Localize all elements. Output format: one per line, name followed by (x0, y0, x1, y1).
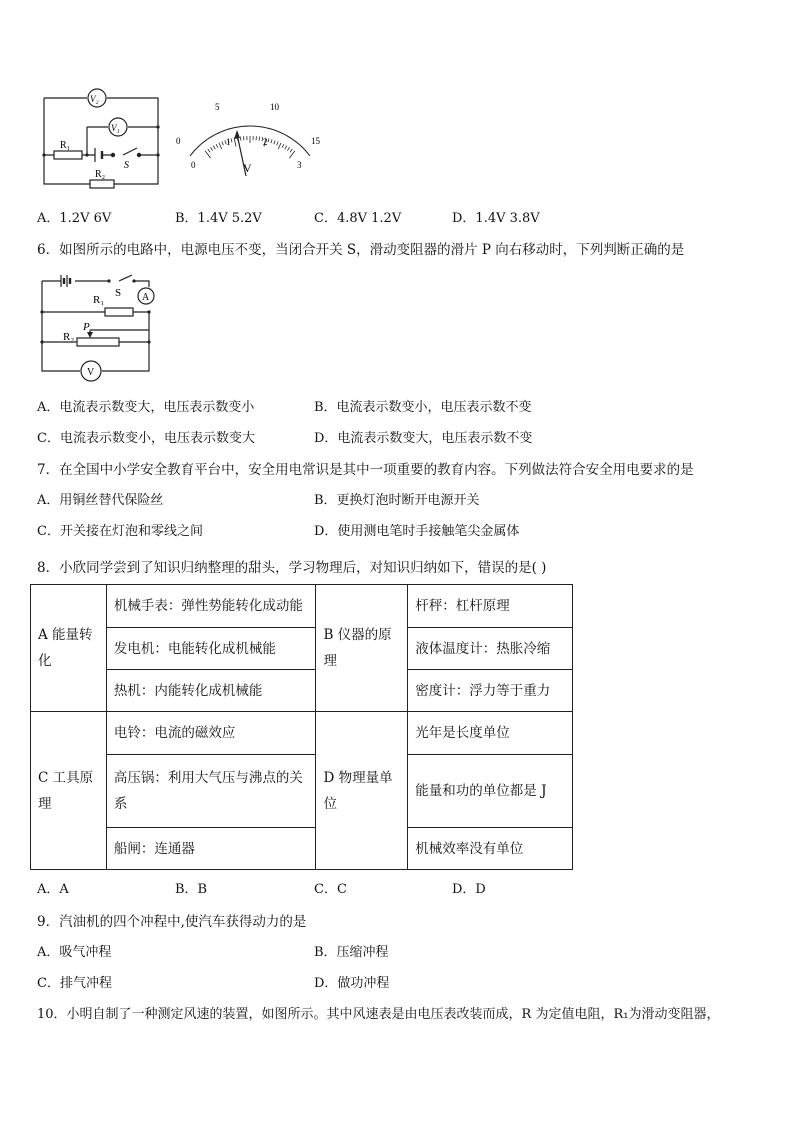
q7-option-a[interactable]: A．用铜丝替代保险丝 (37, 493, 164, 508)
dial-tick (278, 143, 281, 149)
q6-option-d[interactable]: D．电流表示数变大，电压表示数不变 (314, 431, 533, 446)
cell-b-head: B 仪器的原理 (316, 585, 408, 712)
dial-tick (287, 147, 289, 150)
dial-tick (290, 149, 292, 152)
q6-option-c[interactable]: C．电流表示数变小，电压表示数变大 (37, 431, 255, 446)
q6-p-label: P (83, 321, 90, 333)
cell-c-row-2: 高压锅：利用大气压与沸点的关系 (106, 755, 316, 828)
q6-option-a[interactable]: A．电流表示数变大，电压表示数变小 (37, 400, 255, 415)
q6-circuit-diagram (37, 270, 162, 382)
dial-tick (216, 144, 218, 148)
dial-tick (282, 144, 284, 148)
scale-top-15: 15 (311, 136, 320, 146)
q7-option-c[interactable]: C．开关接在灯泡和零线之间 (37, 524, 203, 539)
scale-top-10: 10 (270, 102, 279, 112)
dial-tick (213, 146, 215, 149)
scale-bot-1: 1 (226, 137, 231, 147)
q6-s-label: S (115, 287, 122, 299)
q9-option-a[interactable]: A．吸气冲程 (37, 945, 112, 960)
knowledge-summary-table (30, 584, 573, 870)
question-10-text: 10．小明自制了一种测定风速的装置，如图所示。其中风速表是由电压表改装而成，R 为定值电阻，R₁为滑动变阻器， (37, 1007, 720, 1022)
scale-bot-3: 3 (297, 160, 302, 170)
q6-voltmeter-label: V (87, 367, 95, 378)
cell-c-head: C 工具原理 (31, 712, 107, 870)
q8-option-c[interactable]: C．C (314, 882, 347, 897)
q5-option-c[interactable]: C．4.8V 1.2V (314, 211, 402, 226)
dial-tick (234, 138, 236, 147)
q5-voltmeter-dial (170, 96, 330, 182)
r2-label: R₂ (95, 169, 106, 180)
dial-tick (222, 141, 224, 145)
dial-tick (240, 137, 241, 141)
scale-bot-2: 2 (263, 137, 268, 147)
cell-c-row-1: 电铃：电流的磁效应 (106, 712, 316, 755)
q9-option-b[interactable]: B．压缩冲程 (314, 945, 389, 960)
cell-d-head: D 物理量单位 (316, 712, 408, 870)
unit-label: V (243, 161, 252, 175)
dial-tick (231, 138, 232, 142)
v2-label: V₂ (90, 94, 99, 104)
cell-b-row-1: 杆秤：杠杆原理 (408, 585, 573, 628)
question-6-text: 6．如图所示的电路中，电源电压不变，当闭合开关 S，滑动变阻器的滑片 P 向右移动时，下列判断正确的是 (37, 242, 685, 258)
cell-b-row-3: 密度计：浮力等于重力 (408, 670, 573, 712)
scale-top-5: 5 (215, 102, 220, 112)
cell-a-row-3: 热机：内能转化成机械能 (106, 670, 316, 712)
cell-b-row-2: 液体温度计：热胀冷缩 (408, 628, 573, 670)
q8-option-d[interactable]: D．D (452, 882, 486, 897)
q6-r2-label: R₂ (63, 331, 75, 343)
q6-ammeter-label: A (142, 292, 150, 303)
cell-a-row-2: 发电机：电能转化成机械能 (106, 628, 316, 670)
dial-tick (271, 139, 272, 143)
r1-label: R₁ (60, 140, 71, 151)
dial-tick (268, 138, 269, 142)
question-8-text: 8．小欣同学尝到了知识归纳整理的甜头，学习物理后，对知识归纳如下，错误的是( ) (37, 560, 547, 576)
question-9-text: 9．汽油机的四个冲程中,使汽车获得动力的是 (37, 914, 307, 930)
q5-option-d[interactable]: D．1.4V 3.8V (452, 211, 540, 226)
dial-tick (208, 149, 210, 152)
scale-top-0: 0 (176, 136, 181, 146)
cell-c-row-3: 船闸：连通器 (106, 828, 316, 870)
q9-option-d[interactable]: D．做功冲程 (314, 976, 390, 991)
q5-option-b[interactable]: B．1.4V 5.2V (175, 211, 262, 226)
q8-option-a[interactable]: A．A (37, 882, 69, 897)
dial-tick (259, 137, 260, 141)
q9-option-c[interactable]: C．排气冲程 (37, 976, 112, 991)
cell-d-row-2: 能量和功的单位都是 J (408, 755, 573, 828)
dial-tick (274, 140, 275, 144)
switch-label: S (124, 160, 129, 171)
q5-circuit-diagram (38, 88, 163, 190)
scale-bot-0: 0 (191, 160, 196, 170)
cell-d-row-1: 光年是长度单位 (408, 712, 573, 755)
v1-label: V₁ (111, 123, 120, 133)
dial-tick (219, 143, 222, 149)
cell-a-row-1: 机械手表：弹性势能转化成动能 (106, 585, 316, 628)
dial-tick (285, 146, 287, 149)
q7-option-b[interactable]: B．更换灯泡时断开电源开关 (314, 493, 480, 508)
dial-tick (210, 147, 212, 150)
q6-option-b[interactable]: B．电流表示数变小，电压表示数不变 (314, 400, 532, 415)
question-7-text: 7．在全国中小学安全教育平台中，安全用电常识是其中一项重要的教育内容。下列做法符合安全用电要求的是 (37, 462, 694, 478)
cell-a-head: A 能量转化 (31, 585, 107, 712)
cell-d-row-3: 机械效率没有单位 (408, 828, 573, 870)
q5-option-a[interactable]: A．1.2V 6V (37, 211, 112, 226)
q8-option-b[interactable]: B．B (175, 882, 208, 897)
dial-tick (277, 141, 279, 145)
q6-r1-label: R₁ (93, 294, 105, 306)
q7-option-d[interactable]: D．使用测电笔时手接触笔尖金属体 (314, 524, 520, 539)
